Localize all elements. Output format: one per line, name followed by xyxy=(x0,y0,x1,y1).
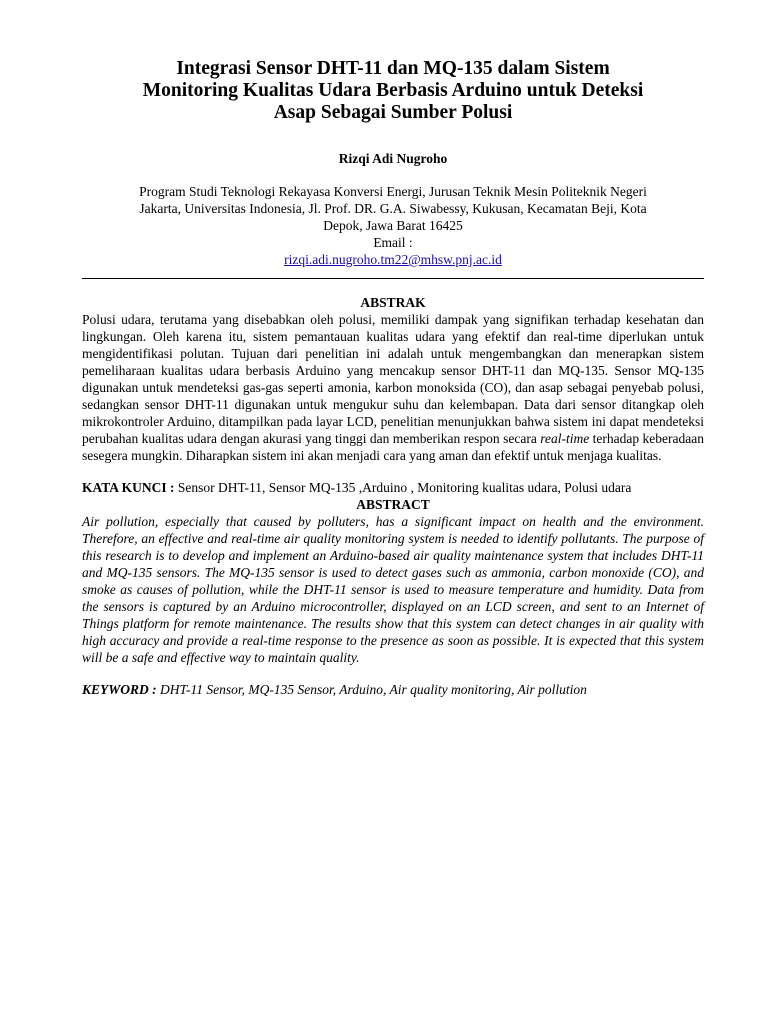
email-label: Email : xyxy=(373,235,413,250)
affiliation-line-2: Jakarta, Universitas Indonesia, Jl. Prof. DR. G.A. Siwabessy, Kukusan, Kecamatan Beji, Kota xyxy=(139,201,647,216)
abstract-heading: ABSTRACT xyxy=(356,497,430,512)
email-line xyxy=(82,234,704,268)
keyword-text: DHT-11 Sensor, MQ-135 Sensor, Arduino, Air quality monitoring, Air pollution xyxy=(156,682,587,697)
paper-page xyxy=(82,58,704,698)
abstrak-heading: ABSTRAK xyxy=(360,295,426,310)
abstrak-text-part2: terhadap keberadaan sesegera mungkin. Diharapkan sistem ini akan menjadi cara yang aman dan efektif untuk menjaga kualitas. xyxy=(82,431,704,463)
affiliation xyxy=(82,183,704,268)
kata-kunci xyxy=(82,479,704,496)
paper-title xyxy=(82,58,704,124)
abstract-text: Air pollution, especially that caused by polluters, has a significant impact on health and the environment. Therefore, an effective and real-time air quality monitoring system is needed to identify pollutants. The purpose of this research is to develop and implement an Arduino-based air quality maintenance system that includes DHT-11 and MQ-135 sensors. The MQ-135 sensor is used to detect gases such as ammonia, carbon monoxide (CO), and smoke as causes of pollution, while the DHT-11 sensor is used to measure temperature and humidity. Data from the sensors is captured by an Arduino microcontroller, displayed on an LCD screen, and sent to an Internet of Things platform for remote maintenance. The results show that this system can detect changes in air quality with high accuracy and provide a real-time response to the presence as soon as possible. It is expected that this system will be a safe and effective way to maintain quality. xyxy=(82,514,704,665)
abstrak-text-italic: real-time xyxy=(540,431,590,446)
title-line-1: Integrasi Sensor DHT-11 dan MQ-135 dalam Sistem xyxy=(176,58,610,79)
header-divider xyxy=(82,278,704,279)
title-line-3: Asap Sebagai Sumber Polusi xyxy=(273,102,513,123)
kata-kunci-label: KATA KUNCI : xyxy=(82,480,175,495)
author-name: Rizqi Adi Nugroho xyxy=(338,151,448,166)
title-line-2: Monitoring Kualitas Udara Berbasis Arduino untuk Deteksi xyxy=(142,80,644,101)
keyword-label: KEYWORD : xyxy=(82,682,157,697)
email-link[interactable]: rizqi.adi.nugroho.tm22@mhsw.pnj.ac.id xyxy=(284,252,502,267)
keyword xyxy=(82,681,704,698)
affiliation-line-3: Depok, Jawa Barat 16425 xyxy=(323,218,463,233)
abstrak-text-part1: Polusi udara, terutama yang disebabkan oleh polusi, memiliki dampak yang signifikan terhadap kesehatan dan lingkungan. Oleh karena itu, sistem pemantauan kualitas udara yang efektif dan real-time diperlukan untuk mengidentifikasi polutan. Tujuan dari penelitian ini adalah untuk mengembangkan dan menerapkan sistem pemeliharaan kualitas udara berbasis Arduino yang mencakup sensor DHT-11 dan MQ-135. Sensor MQ-135 digunakan untuk mendeteksi gas-gas seperti amonia, karbon monoksida (CO), dan asap sebagai penyebab polusi, sedangkan sensor DHT-11 digunakan untuk mengukur suhu dan kelembapan. Data dari sensor ditangkap oleh mikrokontroler Arduino, ditampilkan pada layar LCD, penelitian menunjukkan bahwa sistem ini dapat mendeteksi perubahan kualitas udara dengan akurasi yang tinggi dan memberikan respon secara xyxy=(82,312,704,446)
kata-kunci-text: Sensor DHT-11, Sensor MQ-135 ,Arduino , Monitoring kualitas udara, Polusi udara xyxy=(174,480,632,495)
affiliation-line-1: Program Studi Teknologi Rekayasa Konversi Energi, Jurusan Teknik Mesin Politeknik Negeri xyxy=(139,184,647,199)
abstrak-text xyxy=(82,311,704,464)
